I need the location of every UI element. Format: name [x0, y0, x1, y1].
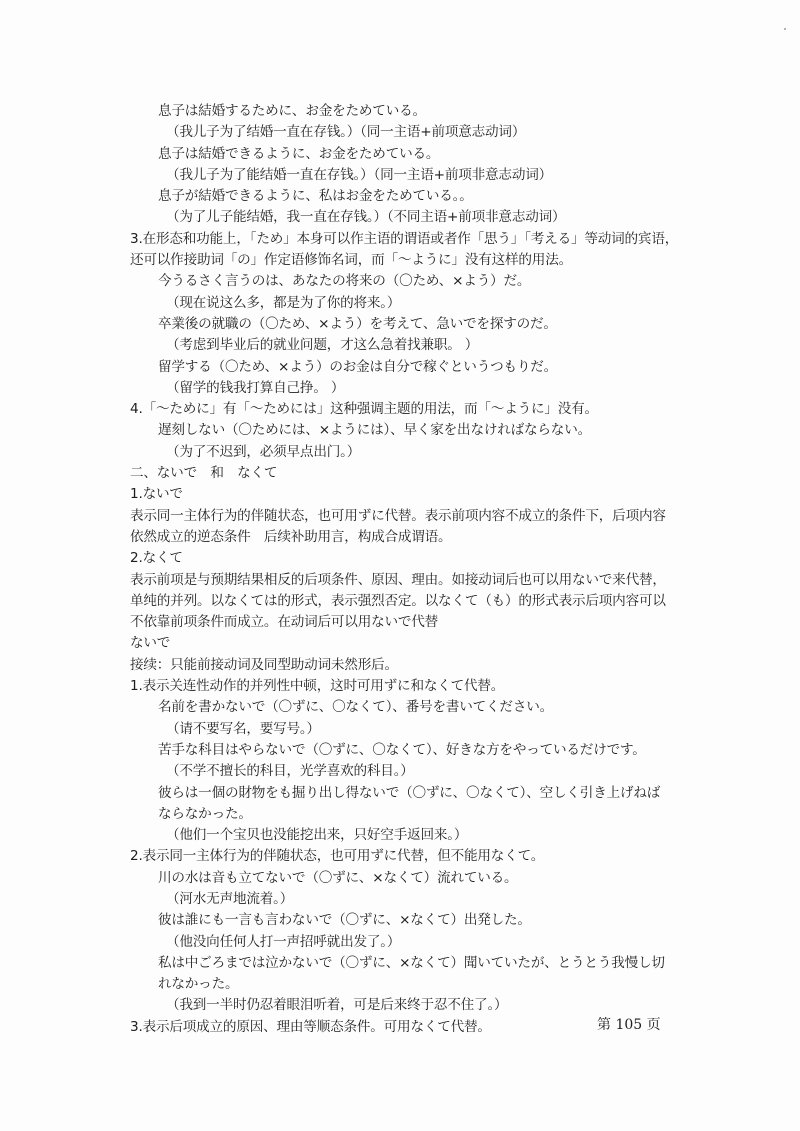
text-line: （河水无声地流着。） — [166, 890, 294, 907]
text-line: 2.なくて — [130, 550, 183, 567]
text-line: 单纯的并列。以なくては的形式，表示强烈否定。以なくて（も）的形式表示后项内容可以 — [130, 592, 666, 609]
text-line: 彼らは一個の財物をも掘り出し得ないで（〇ずに、〇なくて）、空しく引き上げねば — [158, 784, 661, 801]
text-line: 3.表示后项成立的原因、理由等顺态条件。可用なくて代替。 — [130, 1018, 491, 1035]
text-line: 息子は結婚するために、お金をためている。 — [158, 103, 426, 119]
text-line: 苦手な科目はやらないで（〇ずに、〇なくて）、好きな方をやっているだけです。 — [158, 741, 646, 758]
text-line: 4.「～ために」有「～ためには」这种强调主题的用法，而「～ように」没有。 — [130, 401, 598, 418]
text-line: 1.ないで — [130, 486, 183, 503]
text-line: （他没向任何人打一声招呼就出发了。） — [166, 933, 401, 950]
text-line: （我儿子为了能结婚一直在存钱。）（同一主语+前项非意志动词） — [166, 166, 553, 183]
text-line: 表示同一主体行为的伴随状态，也可用ずに代替。表示前项内容不成立的条件下，后项内容 — [130, 507, 666, 524]
text-line: ならなかった。 — [158, 805, 252, 822]
text-line: 不依靠前项条件而成立。在动词后可以用ないで代替 — [130, 614, 439, 631]
text-line: （现在说这么多，都是为了你的将来。） — [166, 294, 401, 311]
text-line: 川の水は音も立てないで（〇ずに、×なくて）流れている。 — [158, 869, 518, 886]
text-line: 卒業後の就職の（〇ため、×よう）を考えて、急いでを探すのだ。 — [158, 315, 557, 332]
text-line: （不学不擅长的科目，光学喜欢的科目。） — [166, 763, 414, 780]
text-line: 今うるさく言うのは、あなたの将来の（〇ため、×よう）だ。 — [158, 273, 531, 290]
text-line: （留学的钱我打算自己挣。 ） — [166, 379, 345, 396]
text-line: （我到一半时仍忍着眼泪听着，可是后来终于忍不住了。） — [166, 997, 508, 1014]
text-line: 私は中ごろまでは泣かないで（〇ずに、×なくて）聞いていたが、とうとう我慢し切 — [158, 954, 665, 971]
text-line: 接续：只能前接动词及同型助动词未然形后。 — [130, 656, 398, 673]
text-line: 遅刻しない（〇ためには、×ようには）、早く家を出なければならない。 — [158, 422, 591, 439]
text-line: れなかった。 — [158, 976, 239, 993]
text-line: 息子は結婚できるように、お金をためている。 — [158, 145, 440, 162]
text-line: 彼は誰にも一言も言わないで（〇ずに、×なくて）出発した。 — [158, 912, 531, 929]
text-line: 息子が結婚できるように、私はお金をためている。。 — [158, 188, 473, 205]
text-line: 3.在形态和功能上，「ため」本身可以作主语的谓语或者作「思う」「考える」等动词的宾语， — [130, 230, 679, 247]
document-body — [130, 101, 690, 1038]
page-number: 第 105 页 — [597, 1017, 661, 1033]
text-line: （为了儿子能结婚，我一直在存钱。）（不同主语+前项非意志动词） — [166, 209, 566, 226]
text-line: ないで — [130, 635, 171, 652]
text-line: 留学する（〇ため、×よう）のお金は自分で稼ぐというつもりだ。 — [158, 358, 558, 375]
text-line: （他们一个宝贝也没能挖出来，只好空手返回来。） — [166, 827, 468, 844]
text-line: 1.表示关连性动作的并列性中顿，这时可用ずに和なくて代替。 — [130, 678, 505, 695]
text-line: 二、ないで 和 なくて — [130, 465, 278, 482]
text-line: 表示前项是与预期结果相反的后项条件、原因、理由。如接动词后也可以用ないで来代替， — [130, 571, 666, 588]
text-line: 名前を書かないで（〇ずに、〇なくて）、番号を書いてください。 — [158, 699, 554, 716]
text-line: （考虑到毕业后的就业问题，才这么急着找兼职。 ） — [166, 337, 479, 354]
text-line: 还可以作接助词「の」作定语修饰名词，而「～ように」没有这样的用法。 — [130, 252, 572, 269]
scan-speck — [784, 28, 786, 30]
text-line: 依然成立的逆态条件 后续补助用言，构成合成谓语。 — [130, 528, 452, 545]
text-line: （我儿子为了结婚一直在存钱。）（同一主语+前项意志动词） — [166, 124, 526, 141]
text-line: （请不要写名，要写号。） — [166, 720, 320, 737]
text-line: 2.表示同一主体行为的伴随状态，也可用ずに代替，但不能用なくて。 — [130, 848, 545, 865]
text-line: （为了不迟到，必须早点出门。） — [166, 443, 361, 460]
